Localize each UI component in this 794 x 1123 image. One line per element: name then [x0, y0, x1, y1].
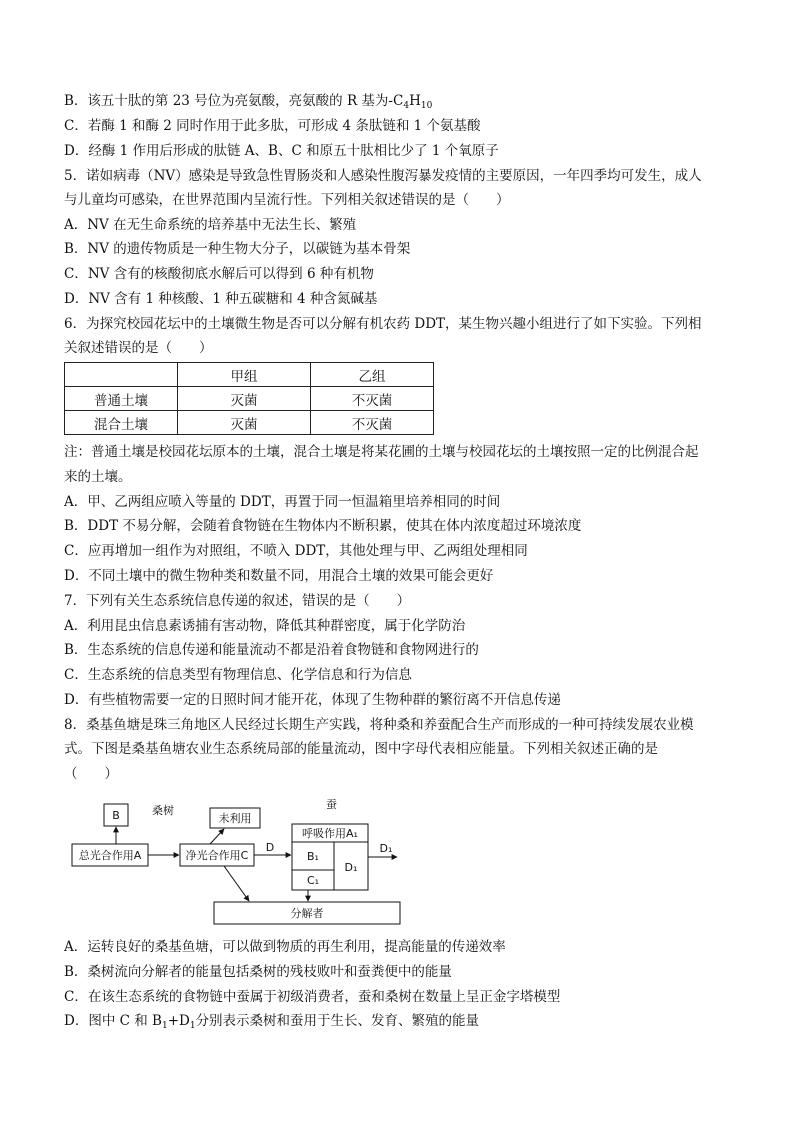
- q5-option-a: A．NV 在无生命系统的培养基中无法生长、繁殖: [64, 217, 357, 233]
- q8-stem-2: 式。下图是桑基鱼塘农业生态系统局部的能量流动，图中字母代表相应能量。下列相关叙述正确的是: [64, 741, 658, 757]
- label-decomposer: 分解者: [290, 907, 324, 920]
- q6-option-d: D．不同土壤中的微生物种类和数量不同，用混合土壤的效果可能会更好: [64, 568, 494, 584]
- q5-stem-1: 5．诺如病毒（NV）感染是导致急性胃肠炎和人感染性腹泻暴发疫情的主要原因，一年四季均可发生，成人: [64, 168, 702, 184]
- q8-stem-1: 8．桑基鱼塘是珠三角地区人民经过长期生产实践，将种桑和养蚕配合生产而形成的一种可持续发展农业模: [64, 717, 694, 733]
- table-cell: 普通土壤: [65, 387, 178, 411]
- q6-note-1: 注：普通土壤是校园花坛原本的土壤，混合土壤是将某花圃的土壤与校园花坛的土壤按照一定的比例混合起: [64, 444, 699, 460]
- q6-option-a: A．甲、乙两组应喷入等量的 DDT，再置于同一恒温箱里培养相同的时间: [64, 494, 501, 510]
- q8-option-b: B．桑树流向分解者的能量包括桑树的残枝败叶和蚕粪便中的能量: [64, 964, 452, 980]
- q7-option-d: D．有些植物需要一定的日照时间才能开花，体现了生物种群的繁衍离不开信息传递: [64, 692, 561, 708]
- label-c1: C₁: [306, 874, 320, 887]
- q7-option-a: A．利用昆虫信息素诱捕有害动物，降低其种群密度，属于化学防治: [64, 618, 466, 634]
- q6-stem-2: 关叙述错误的是（ ）: [64, 340, 213, 356]
- q8-option-d: D．图中 C 和 $B_1+D_1$分别表示桑树和蚕用于生长、发育、繁殖的能量: [64, 1013, 480, 1031]
- option-d-q4: D．经酶 1 作用后形成的肽链 A、B、C 和原五十肽相比少了 1 个氧原子: [64, 143, 499, 159]
- q8-option-a: A．运转良好的桑基鱼塘，可以做到物质的再生利用，提高能量的传递效率: [64, 939, 506, 955]
- q5-option-c: C．NV 含有的核酸彻底水解后可以得到 6 种有机物: [64, 266, 374, 282]
- label-b1: B₁: [307, 850, 319, 863]
- table-header-row: [65, 363, 434, 387]
- label-silkworm: 蚕: [326, 798, 337, 811]
- energy-flow-diagram: [64, 796, 414, 926]
- label-mulberry: 桑树: [152, 804, 174, 817]
- q5-option-b: B．NV 的遗传物质是一种生物大分子，以碳链为基本骨架: [64, 241, 411, 257]
- label-gross-photosynthesis: 总光合作用A: [78, 849, 142, 862]
- option-b-q4: B．该五十肽的第 23 号位为亮氨酸，亮氨酸的 R 基为$-C_4H_{10}$: [64, 93, 433, 111]
- q5-option-d: D．NV 含有 1 种核酸、1 种五碳糖和 4 种含氮碱基: [64, 291, 378, 307]
- label-d: D: [265, 841, 275, 854]
- table-row: [65, 387, 434, 411]
- label-d1-out: D₁: [379, 842, 393, 855]
- q6-option-c: C．应再增加一组作为对照组，不喷入 DDT，其他处理与甲、乙两组处理相同: [64, 543, 528, 559]
- table-cell: 灭菌: [178, 387, 311, 411]
- q6-stem-1: 6．为探究校园花坛中的土壤微生物是否可以分解有机农药 DDT，某生物兴趣小组进行了如下实验。下列相: [64, 316, 702, 332]
- q8-stem-3: （ ）: [64, 766, 118, 782]
- label-unused: 未利用: [218, 812, 252, 825]
- table-cell: 灭菌: [178, 411, 311, 435]
- label-respiration: 呼吸作用A₁: [302, 827, 358, 840]
- label-net-photosynthesis: 净光合作用C: [185, 849, 249, 862]
- table-cell: 不灭菌: [311, 387, 434, 411]
- q6-note-2: 来的土壤。: [64, 469, 132, 485]
- q5-stem-2: 与儿童均可感染，在世界范围内呈流行性。下列相关叙述错误的是（ ）: [64, 192, 510, 208]
- q6-option-b: B．DDT 不易分解，会随着食物链在生物体内不断积累，使其在体内浓度超过环境浓度: [64, 518, 582, 534]
- label-b: B: [112, 809, 120, 822]
- table-header-cell: [65, 363, 178, 387]
- table-header-cell: 甲组: [178, 363, 311, 387]
- q7-option-c: C．生态系统的信息类型有物理信息、化学信息和行为信息: [64, 667, 412, 683]
- option-c-q4: C．若酶 1 和酶 2 同时作用于此多肽，可形成 4 条肽链和 1 个氨基酸: [64, 118, 481, 134]
- table-row: [65, 411, 434, 435]
- label-d1: D₁: [344, 861, 358, 874]
- table-cell: 混合土壤: [65, 411, 178, 435]
- q8-option-c: C．在该生态系统的食物链中蚕属于初级消费者，蚕和桑树在数量上呈正金字塔模型: [64, 989, 561, 1005]
- table-header-cell: 乙组: [311, 363, 434, 387]
- q7-stem: 7．下列有关生态系统信息传递的叙述，错误的是（ ）: [64, 593, 411, 609]
- q7-option-b: B．生态系统的信息传递和能量流动不都是沿着食物链和食物网进行的: [64, 642, 479, 658]
- experiment-table: [64, 362, 434, 435]
- table-cell: 不灭菌: [311, 411, 434, 435]
